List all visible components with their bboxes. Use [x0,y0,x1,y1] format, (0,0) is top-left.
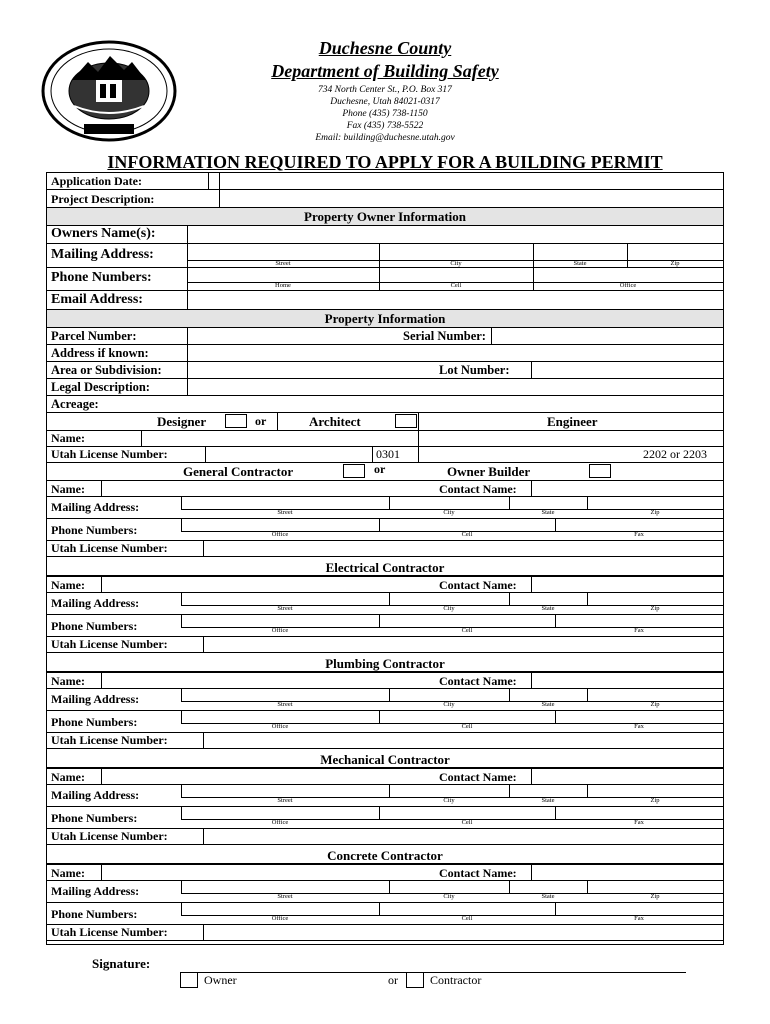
property-owner-section-header: Property Owner Information [47,208,723,226]
area-field[interactable] [188,362,428,378]
owner-email-label: Email Address: [51,292,143,307]
concrete-contractor-fax-phone-field[interactable] [556,903,722,914]
general-contractor-phone-label: Phone Numbers: [51,523,138,537]
general-contractor-street-caption: Street [277,509,293,516]
address-line: 734 North Center St., P.O. Box 317 [318,85,452,95]
application-date-row [47,173,723,190]
electrical-contractor-state-caption: State [541,605,555,612]
general-contractor-name-row [47,480,723,497]
lot-field[interactable] [532,362,718,378]
general-contractor-state-field[interactable] [510,497,586,508]
owner-mailing-row [47,244,723,268]
general-contractor-city-caption: City [443,509,455,516]
general-contractor-name-field[interactable] [102,481,432,497]
designer-checkbox[interactable] [225,414,247,428]
electrical-contractor-office-phone-field[interactable] [182,615,378,626]
owner-state-field[interactable] [534,244,626,259]
mechanical-contractor-contact-label: Contact Name: [439,770,517,784]
plumbing-contractor-mailing-row [47,689,723,711]
general-contractor-contact-label: Contact Name: [439,482,517,496]
general-contractor-license-label: Utah License Number: [51,541,168,555]
plumbing-contractor-city-field[interactable] [390,689,508,700]
page-title: INFORMATION REQUIRED TO APPLY FOR A BUILDING PERMIT [107,152,663,172]
electrical-contractor-street-caption: Street [277,605,293,612]
county-name: Duchesne County [318,38,452,58]
electrical-contractor-cell-phone-field[interactable] [380,615,554,626]
duchesne-county-seal-icon [40,40,178,142]
mechanical-contractor-mailing-label: Mailing Address: [51,788,140,802]
mechanical-contractor-name-row [47,768,723,785]
plumbing-contractor-state-caption: State [541,701,555,708]
electrical-contractor-fax-phone-field[interactable] [556,615,722,626]
owner-city-caption: City [450,260,462,267]
mechanical-contractor-state-field[interactable] [510,785,586,796]
mechanical-contractor-license-row [47,829,723,845]
address-known-row [47,345,723,362]
owner-cell-phone-field[interactable] [380,268,532,281]
general-contractor-license-row [47,541,723,557]
general-contractor-name-label: Name: [51,482,85,496]
design-professional-row [47,413,723,431]
plumbing-contractor-office-caption: Office [271,723,289,730]
signature-contractor-checkbox[interactable] [406,972,424,988]
plumbing-contractor-zip-caption: Zip [650,701,660,708]
general-contractor-city-field[interactable] [390,497,508,508]
mechanical-contractor-phone-label: Phone Numbers: [51,811,138,825]
plumbing-contractor-fax-caption: Fax [634,723,644,730]
mechanical-contractor-section-header: Mechanical Contractor [47,751,723,768]
electrical-contractor-street-field[interactable] [182,593,388,604]
plumbing-contractor-license-label: Utah License Number: [51,733,168,747]
concrete-contractor-fax-caption: Fax [634,915,644,922]
mechanical-contractor-license-label: Utah License Number: [51,829,168,843]
owner-office-phone-field[interactable] [534,268,722,281]
lot-label: Lot Number: [439,363,510,377]
general-contractor-checkbox[interactable] [343,464,365,478]
concrete-contractor-mailing-row [47,881,723,903]
mechanical-contractor-mailing-row [47,785,723,807]
electrical-contractor-license-field[interactable] [204,637,718,652]
general-contractor-mailing-label: Mailing Address: [51,500,140,514]
mechanical-contractor-zip-caption: Zip [650,797,660,804]
project-description-row [47,190,723,208]
concrete-contractor-office-phone-field[interactable] [182,903,378,914]
general-contractor-zip-field[interactable] [588,497,722,508]
mechanical-contractor-street-field[interactable] [182,785,388,796]
electrical-contractor-fax-caption: Fax [634,627,644,634]
plumbing-contractor-office-phone-field[interactable] [182,711,378,722]
design-license-label: Utah License Number: [51,447,168,461]
legal-field[interactable] [188,379,718,395]
concrete-contractor-mailing-label: Mailing Address: [51,884,140,898]
application-date-label: Application Date: [51,174,142,188]
serial-field[interactable] [492,328,718,344]
electrical-contractor-phone-row [47,615,723,637]
concrete-contractor-street-caption: Street [277,893,293,900]
general-contractor-fax-phone-field[interactable] [556,519,722,530]
fax-line: Fax (435) 738-5522 [346,121,424,131]
mechanical-contractor-office-phone-field[interactable] [182,807,378,818]
general-contractor-state-caption: State [541,509,555,516]
parcel-row [47,328,723,345]
owners-name-field[interactable] [188,226,718,243]
concrete-contractor-section-header: Concrete Contractor [47,847,723,864]
permit-form [46,172,724,945]
plumbing-contractor-state-field[interactable] [510,689,586,700]
address-line: Duchesne, Utah 84021-0317 [330,97,440,107]
general-contractor-cell-phone-field[interactable] [380,519,554,530]
owners-name-label: Owners Name(s): [51,226,156,241]
designer-architect-name-field[interactable] [142,431,417,446]
plumbing-contractor-mailing-label: Mailing Address: [51,692,140,706]
owner-phone-row [47,268,723,291]
concrete-contractor-name-row [47,864,723,881]
owner-mailing-label: Mailing Address: [51,247,154,262]
mechanical-contractor-state-caption: State [541,797,555,804]
project-description-label: Project Description: [51,192,155,206]
electrical-contractor-name-row [47,576,723,593]
concrete-contractor-cell-caption: Cell [461,915,473,922]
signature-owner-checkbox[interactable] [180,972,198,988]
design-name-row [47,431,723,447]
design-license-row [47,447,723,463]
plumbing-contractor-fax-phone-field[interactable] [556,711,722,722]
owner-street-caption: Street [275,260,291,267]
concrete-contractor-zip-caption: Zip [650,893,660,900]
mechanical-contractor-street-caption: Street [277,797,293,804]
general-contractor-contact-field[interactable] [532,481,718,497]
property-info-section-header: Property Information [47,310,723,328]
electrical-contractor-office-caption: Office [271,627,289,634]
engineer-name-field[interactable] [419,431,719,446]
electrical-contractor-mailing-label: Mailing Address: [51,596,140,610]
parcel-label: Parcel Number: [51,329,137,343]
signature-owner-label: Owner [204,973,237,987]
owner-street-field[interactable] [188,244,378,259]
architect-label: Architect [309,414,361,429]
phone-line: Phone (435) 738-1150 [342,109,428,119]
concrete-contractor-license-row [47,925,723,941]
address-known-label: Address if known: [51,346,149,360]
designer-license-field[interactable] [206,447,371,462]
electrical-contractor-section-header: Electrical Contractor [47,559,723,576]
or-label: or [374,462,386,476]
area-label: Area or Subdivision: [51,363,162,377]
plumbing-contractor-name-label: Name: [51,674,85,688]
acreage-field[interactable] [127,396,427,412]
owner-email-row [47,291,723,310]
mechanical-contractor-name-field[interactable] [102,769,432,785]
signature-or-label: or [388,973,398,987]
mechanical-contractor-fax-phone-field[interactable] [556,807,722,818]
electrical-contractor-name-field[interactable] [102,577,432,593]
plumbing-contractor-street-caption: Street [277,701,293,708]
concrete-contractor-license-field[interactable] [204,925,718,940]
general-contractor-license-field[interactable] [204,541,718,556]
plumbing-contractor-street-field[interactable] [182,689,388,700]
architect-license-prefix: 0301 [376,447,400,461]
plumbing-contractor-license-row [47,733,723,749]
plumbing-contractor-phone-row [47,711,723,733]
general-contractor-office-phone-field[interactable] [182,519,378,530]
concrete-contractor-zip-field[interactable] [588,881,722,892]
mechanical-contractor-cell-phone-field[interactable] [380,807,554,818]
owner-phone-label: Phone Numbers: [51,270,152,285]
address-known-field[interactable] [188,345,718,361]
owner-home-phone-field[interactable] [188,268,378,281]
general-contractor-fax-caption: Fax [634,531,644,538]
owner-cell-caption: Cell [450,282,462,289]
department-name: Department of Building Safety [271,61,499,81]
mechanical-contractor-cell-caption: Cell [461,819,473,826]
owner-zip-caption: Zip [670,260,680,267]
owner-office-caption: Office [619,282,637,289]
general-contractor-office-caption: Office [271,531,289,538]
plumbing-contractor-contact-field[interactable] [532,673,718,689]
plumbing-contractor-section-header: Plumbing Contractor [47,655,723,672]
owner-home-caption: Home [275,282,291,289]
concrete-contractor-cell-phone-field[interactable] [380,903,554,914]
mechanical-contractor-city-caption: City [443,797,455,804]
electrical-contractor-phone-label: Phone Numbers: [51,619,138,633]
concrete-contractor-license-label: Utah License Number: [51,925,168,939]
signature-field[interactable] [180,954,686,972]
general-contractor-mailing-row [47,497,723,519]
application-date-field[interactable] [209,173,219,189]
legal-row [47,379,723,396]
concrete-contractor-street-field[interactable] [182,881,388,892]
engineer-license-field[interactable] [419,447,639,462]
project-description-field[interactable] [220,190,720,207]
concrete-contractor-state-field[interactable] [510,881,586,892]
serial-label: Serial Number: [403,329,486,343]
mechanical-contractor-contact-field[interactable] [532,769,718,785]
acreage-label: Acreage: [51,397,99,411]
owner-zip-field[interactable] [628,244,722,259]
owners-name-row [47,226,723,244]
general-contractor-row [47,463,723,480]
engineer-license-codes: 2202 or 2203 [643,447,707,461]
signature-label: Signature: [92,956,151,971]
mechanical-contractor-office-caption: Office [271,819,289,826]
owner-builder-checkbox[interactable] [589,464,611,478]
legal-label: Legal Description: [51,380,150,394]
signature-contractor-label: Contractor [430,973,482,987]
plumbing-contractor-name-row [47,672,723,689]
general-contractor-cell-caption: Cell [461,531,473,538]
plumbing-contractor-cell-phone-field[interactable] [380,711,554,722]
concrete-contractor-name-field[interactable] [102,865,432,881]
electrical-contractor-license-row [47,637,723,653]
electrical-contractor-cell-caption: Cell [461,627,473,634]
plumbing-contractor-phone-label: Phone Numbers: [51,715,138,729]
area-row [47,362,723,379]
plumbing-contractor-license-field[interactable] [204,733,718,748]
plumbing-contractor-contact-label: Contact Name: [439,674,517,688]
general-contractor-zip-caption: Zip [650,509,660,516]
electrical-contractor-name-label: Name: [51,578,85,592]
owner-state-caption: State [573,260,587,267]
concrete-contractor-state-caption: State [541,893,555,900]
electrical-contractor-zip-field[interactable] [588,593,722,604]
concrete-contractor-phone-label: Phone Numbers: [51,907,138,921]
architect-checkbox[interactable] [395,414,417,428]
electrical-contractor-contact-label: Contact Name: [439,578,517,592]
electrical-contractor-city-caption: City [443,605,455,612]
or-label: or [255,414,267,428]
owner-builder-label: Owner Builder [447,464,531,479]
plumbing-contractor-city-caption: City [443,701,455,708]
concrete-contractor-city-field[interactable] [390,881,508,892]
electrical-contractor-contact-field[interactable] [532,577,718,593]
designer-label: Designer [157,414,207,429]
parcel-field[interactable] [188,328,388,344]
electrical-contractor-state-field[interactable] [510,593,586,604]
mechanical-contractor-phone-row [47,807,723,829]
mechanical-contractor-license-field[interactable] [204,829,718,844]
owner-email-field[interactable] [188,291,718,309]
general-contractor-label: General Contractor [183,464,294,479]
concrete-contractor-name-label: Name: [51,866,85,880]
owner-city-field[interactable] [380,244,532,259]
electrical-contractor-license-label: Utah License Number: [51,637,168,651]
design-name-label: Name: [51,431,85,445]
electrical-contractor-zip-caption: Zip [650,605,660,612]
plumbing-contractor-zip-field[interactable] [588,689,722,700]
plumbing-contractor-cell-caption: Cell [461,723,473,730]
concrete-contractor-phone-row [47,903,723,925]
mechanical-contractor-fax-caption: Fax [634,819,644,826]
electrical-contractor-mailing-row [47,593,723,615]
general-contractor-phone-row [47,519,723,541]
concrete-contractor-contact-label: Contact Name: [439,866,517,880]
mechanical-contractor-city-field[interactable] [390,785,508,796]
signature-block [46,950,724,1010]
mechanical-contractor-name-label: Name: [51,770,85,784]
concrete-contractor-office-caption: Office [271,915,289,922]
concrete-contractor-city-caption: City [443,893,455,900]
mechanical-contractor-zip-field[interactable] [588,785,722,796]
general-contractor-street-field[interactable] [182,497,388,508]
electrical-contractor-city-field[interactable] [390,593,508,604]
acreage-row [47,396,723,413]
plumbing-contractor-name-field[interactable] [102,673,432,689]
engineer-label: Engineer [547,414,598,429]
email-line: Email: building@duchesne.utah.gov [315,133,455,143]
concrete-contractor-contact-field[interactable] [532,865,718,881]
